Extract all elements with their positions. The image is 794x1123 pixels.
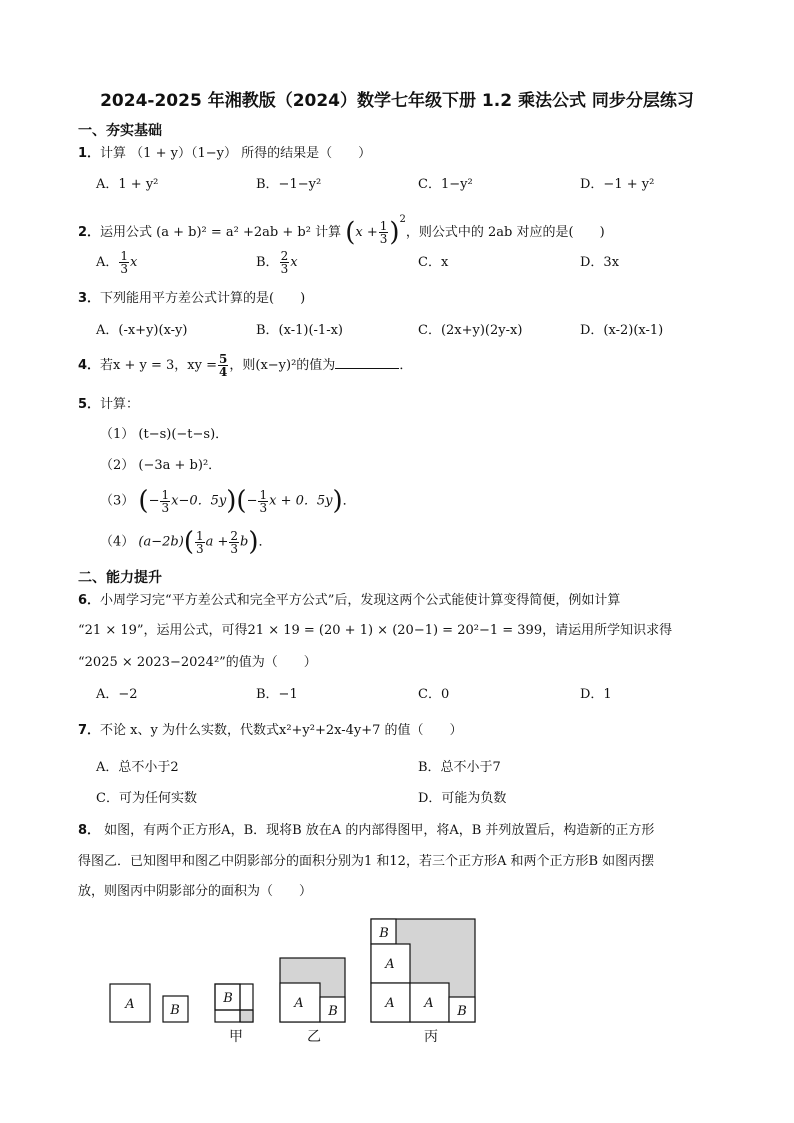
variable: x [130,255,138,270]
denominator: 4 [219,365,228,379]
paren-close: ) [332,486,343,516]
fraction [218,353,228,378]
question-6-line-3: “2025 × 2023−2024²”的值为（ ） [78,655,317,670]
math-expr: (a−2b) [138,534,184,550]
paren-open: ( [345,217,356,248]
q5-item-3: （3） (− $\frac{1}{3}$ x−0．5y)(− $\frac{1}{3}$ x + 0．5y)． [100,486,356,516]
question-text-line-1: 小周学习完“平方差公式和完全平方公式”后，发现这两个公式能使计算变得简便，例如计算 [100,593,621,608]
jia-shaded-region [240,1010,253,1022]
question-8-line-2: 得图乙．已知图甲和图乙中阴影部分的面积分别为1 和12，若三个正方形A 和两个正方形B 如图丙摆 [78,854,655,869]
denominator: 3 [259,500,268,515]
fraction [280,250,290,275]
question-number: 7． [78,723,101,738]
denominator: 3 [230,541,239,556]
paren-close: ) [389,217,400,248]
paren-open: ( [138,486,149,516]
question-text: 下列能用平方差公式计算的是( ) [100,291,306,306]
fraction [119,250,129,275]
q5-item-1: （1） (t−s)(−t−s)． [100,427,229,442]
label-b: B [457,1004,467,1019]
question-text: 若x + y = 3，xy = [100,358,218,373]
question-2 [78,206,605,247]
paren-open: ( [183,527,194,557]
caption-yi: 乙 [307,1029,321,1045]
section-heading-basic: 一、夯实基础 [78,123,162,139]
numerator: 1 [161,487,170,502]
period: ． [258,534,272,550]
label-a: A [294,996,304,1011]
q2-option-c: C．x [418,255,449,270]
question-5 [78,396,139,414]
question-number: 4． [78,358,101,373]
fraction [258,489,268,514]
numerator: 1 [379,219,388,233]
math-expr: x + [355,225,378,240]
q6-option-c: C．0 [418,687,450,702]
q2-option-a [96,250,137,275]
fraction [379,220,389,245]
paren-close: ) [226,486,237,516]
numerator: 1 [195,528,204,543]
q2-option-b [256,250,298,275]
label-b: B [170,1003,180,1018]
q6-option-d: D．1 [580,687,612,702]
q3-option-c: C．(2x+y)(2y-x) [418,323,523,338]
variable: x [290,255,298,270]
option-letter: A． [96,255,119,270]
fraction [195,530,205,555]
numerator: 1 [120,249,129,263]
label-a: A [125,997,135,1012]
question-number: 3． [78,291,101,306]
question-8 [78,822,654,840]
question-6-line-2: “21 × 19”，运用公式，可得21 × 19 = (20 + 1) × (20−1) = 20²−1 = 399，请运用所学知识求得 [78,623,673,638]
denominator: 3 [280,262,289,276]
numerator: 5 [219,352,228,366]
question-4 [78,352,412,380]
math-expr: x + 0．5y [269,493,333,509]
question-number: 2． [78,225,101,240]
q5-item-4 [100,527,272,558]
numerator: 2 [230,528,239,543]
exponent: 2 [399,214,406,225]
q3-option-a: A．(-x+y)(x-y) [96,323,188,338]
q7-option-b: B．总不小于7 [418,760,501,775]
caption-bing: 丙 [424,1029,438,1045]
denominator: 3 [161,500,170,515]
q2-option-d: D．3x [580,255,620,270]
option-letter: B． [256,255,279,270]
label-a: A [385,996,395,1011]
q1-option-b: B．−1−y² [256,177,322,192]
question-text: 计算： [100,397,140,412]
question-text-tail: ． [399,358,413,373]
fraction [160,489,170,514]
question-text-tail: ，则公式中的 2ab 对应的是( ) [405,225,605,240]
question-1 [78,145,371,163]
label-b: B [328,1004,338,1019]
numerator: 1 [259,487,268,502]
q6-option-b: B．−1 [256,687,298,702]
caption-jia: 甲 [229,1029,243,1045]
q7-option-d: D．可能为负数 [418,791,507,806]
question-number: 1． [78,146,101,161]
paren-open: ( [236,486,247,516]
question-text: 计算 （1 + y）（1−y） 所得的结果是（ ） [100,146,372,161]
label-b: B [379,926,389,941]
question-3 [78,290,305,308]
page-title: 2024-2025 年湘教版（2024）数学七年级下册 1.2 乘法公式 同步分层练习 [100,91,694,111]
question-text-line-1: 如图，有两个正方形A，B．现将B 放在A 的内部得图甲，将A，B 并列放置后，构造新的正方形 [100,823,655,838]
question-number: 5． [78,397,101,412]
q3-option-b: B．(x-1)(-1-x) [256,323,343,338]
question-text-mid: ，则(x−y)²的值为 [229,358,336,373]
q5-item-2: （2） (−3a + b)²． [100,458,222,473]
question-7 [78,722,463,740]
numerator: 2 [280,249,289,263]
label-b: B [223,991,233,1006]
section-heading-advanced: 二、能力提升 [78,570,162,586]
squares-figure [0,900,794,1060]
variable: b [240,534,249,550]
figure-jia [215,984,253,1022]
math-expr: a + [205,534,229,550]
math-expr: x−0．5y [171,493,227,509]
q6-option-a: A．−2 [96,687,138,702]
question-text: 运用公式 (a + b)² = a² +2ab + b² 计算 [100,225,342,240]
item-label: （4） [100,534,135,550]
denominator: 3 [195,541,204,556]
fraction [229,530,239,555]
question-text: 不论 x、y 为什么实数，代数式x²+y²+2x-4y+7 的值（ ） [100,723,463,738]
q7-option-c: C．可为任何实数 [96,791,197,806]
question-number: 8． [78,823,101,838]
question-6 [78,592,620,610]
label-a: A [424,996,434,1011]
answer-blank[interactable] [335,356,399,369]
paren-close: ) [248,527,259,557]
q3-option-d: D．(x-2)(x-1) [580,323,664,338]
q7-option-a: A．总不小于2 [96,760,179,775]
question-number: 6． [78,593,101,608]
denominator: 3 [120,262,129,276]
denominator: 3 [379,232,388,246]
q1-option-c: C．1−y² [418,177,473,192]
period: ． [342,493,356,509]
question-8-line-3: 放，则图丙中阴影部分的面积为（ ） [78,884,313,899]
label-a: A [385,957,395,972]
q1-option-a: A．1 + y² [96,177,159,192]
q1-option-d: D．−1 + y² [580,177,655,192]
item-label: （3） [100,493,135,509]
